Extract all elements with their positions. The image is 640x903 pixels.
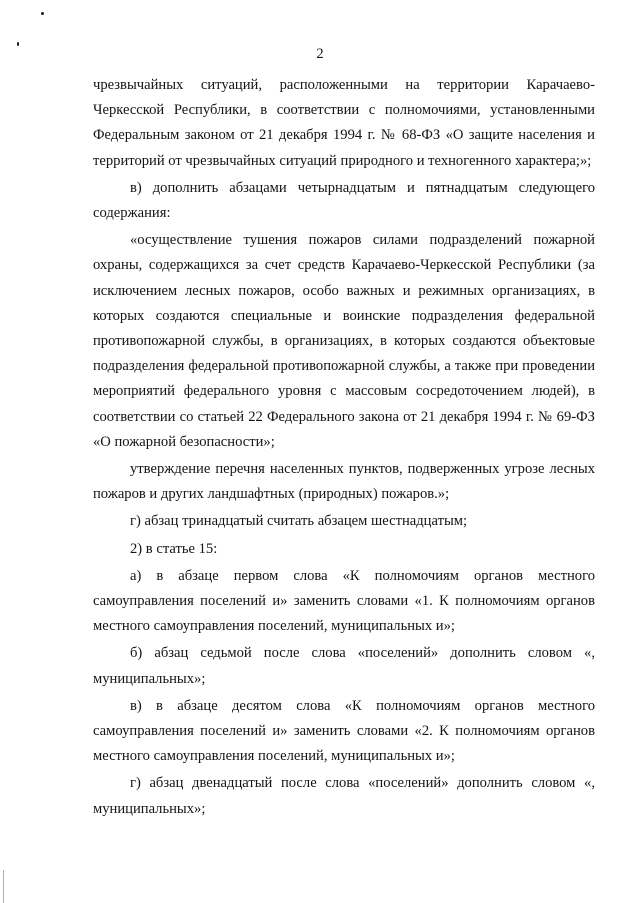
text-line: «, муниципальных»; [93, 645, 595, 687]
paragraph-p3 [93, 228, 595, 455]
paragraph-p4 [93, 457, 595, 507]
text-line: характера;»; [515, 152, 592, 169]
text-line: а) в абзаце первом слова «К полномочиям органов местного [130, 567, 595, 584]
text-line: местного самоуправления поселений, муниципальных и»; [93, 618, 455, 635]
text-line: исключением лесных пожаров, особо важных и режимных организациях, в [93, 282, 595, 299]
text-line: лесных пожаров и других ландшафтных (природных) пожаров.»; [93, 461, 595, 503]
text-line: утверждение перечня населенных пунктов, подверженных угрозе [130, 461, 545, 478]
text-line: «осуществление тушения пожаров силами подразделений пожарной [130, 232, 595, 249]
paragraph-p1 [93, 73, 595, 174]
scan-edge-mark [3, 870, 4, 903]
text-line: территорий от чрезвычайных ситуаций природного и техногенного [93, 152, 512, 169]
text-line: г) абзац двенадцатый после слова «поселений» дополнить словом [130, 775, 576, 792]
document-body [93, 73, 595, 824]
scan-speck [41, 12, 44, 15]
page-number: 2 [316, 46, 324, 62]
text-line: г) абзац тринадцатый считать абзацем шестнадцатым; [130, 513, 468, 530]
text-line: которых создаются специальные и воинские подразделения федеральной [93, 307, 595, 324]
text-line: Черкесской Республики, в соответствии с полномочиями, установленными [93, 102, 595, 119]
text-line: содержания: [93, 205, 171, 222]
text-line: подразделения федеральной противопожарной службы, а также при [93, 358, 519, 375]
text-line: людей), в соответствии со статьей 22 Федерального закона от 21 декабря [93, 383, 595, 425]
paragraph-p8 [93, 641, 595, 691]
paragraph-p7 [93, 564, 595, 640]
text-line: 2) в статье 15: [130, 540, 218, 557]
text-line: в) в абзаце десятом слова «К полномочиям органов местного [130, 697, 595, 714]
text-line: «, муниципальных»; [93, 775, 595, 817]
paragraph-p6 [93, 537, 595, 562]
text-line: 1994 г. № 69-ФЗ «О пожарной безопасности»; [93, 408, 595, 450]
text-line: противопожарной службы, в организациях, в которых создаются объектовые [93, 333, 595, 350]
paragraph-p10 [93, 771, 595, 821]
text-line: охраны, содержащихся за счет средств Карачаево-Черкесской Республики (за [93, 257, 595, 274]
paragraph-p9 [93, 694, 595, 770]
text-line: проведении мероприятий федерального уровня с массовым сосредоточением [93, 358, 595, 400]
text-line: Федеральным законом от 21 декабря 1994 г. № 68-ФЗ «О защите населения и [93, 127, 595, 144]
paragraph-p2 [93, 176, 595, 226]
text-line: в) дополнить абзацами четырнадцатым и пятнадцатым следующего [130, 179, 595, 196]
text-line: чрезвычайных ситуаций, расположенными на территории Карачаево- [93, 77, 595, 93]
text-line: б) абзац седьмой после слова «поселений» дополнить словом [130, 645, 572, 662]
paragraph-p5 [93, 509, 595, 534]
text-line: самоуправления поселений и» заменить словами «1. К полномочиям органов [93, 593, 595, 610]
text-line: местного самоуправления поселений, муниципальных и»; [93, 748, 455, 765]
text-line: самоуправления поселений и» заменить словами «2. К полномочиям органов [93, 723, 595, 740]
